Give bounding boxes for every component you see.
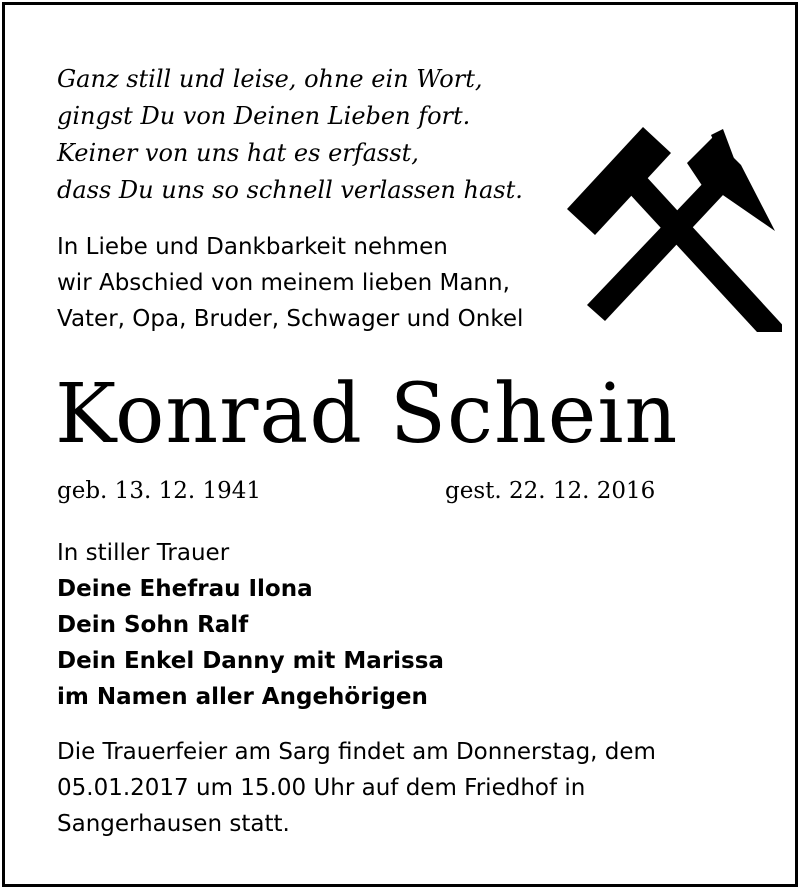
mourner-name: Dein Sohn Ralf	[57, 612, 249, 638]
intro-line: wir Abschied von meinem lieben Mann,	[57, 270, 510, 296]
intro-line: In Liebe und Dankbarkeit nehmen	[57, 234, 448, 260]
mourner-name: Deine Ehefrau Ilona	[57, 576, 313, 602]
poem-line: gingst Du von Deinen Lieben fort.	[57, 102, 471, 130]
deceased-name: Konrad Schein	[55, 367, 679, 462]
poem-line: Keiner von uns hat es erfasst,	[57, 139, 419, 167]
mourner-name: Dein Enkel Danny mit Marissa	[57, 648, 444, 674]
poem	[57, 61, 523, 209]
mourner-name: im Namen aller Angehörigen	[57, 684, 428, 710]
death-date: gest. 22. 12. 2016	[445, 478, 656, 504]
mourners-heading: In stiller Trauer	[57, 540, 230, 566]
life-dates	[57, 474, 656, 508]
obituary-content	[57, 5, 795, 884]
intro-line: Vater, Opa, Bruder, Schwager und Onkel	[57, 306, 524, 332]
crossed-hammers-icon	[567, 127, 782, 332]
funeral-notice	[57, 734, 656, 842]
obituary-frame	[2, 2, 798, 887]
poem-line: Ganz still und leise, ohne ein Wort,	[57, 65, 483, 93]
funeral-line: 05.01.2017 um 15.00 Uhr auf dem Friedhof in	[57, 775, 586, 801]
funeral-line: Die Trauerfeier am Sarg findet am Donnerstag, dem	[57, 739, 656, 765]
poem-line: dass Du uns so schnell verlassen hast.	[57, 176, 523, 204]
funeral-line: Sangerhausen statt.	[57, 811, 290, 837]
mourners-list	[57, 535, 444, 715]
intro-text	[57, 229, 523, 337]
birth-date: geb. 13. 12. 1941	[57, 478, 261, 504]
